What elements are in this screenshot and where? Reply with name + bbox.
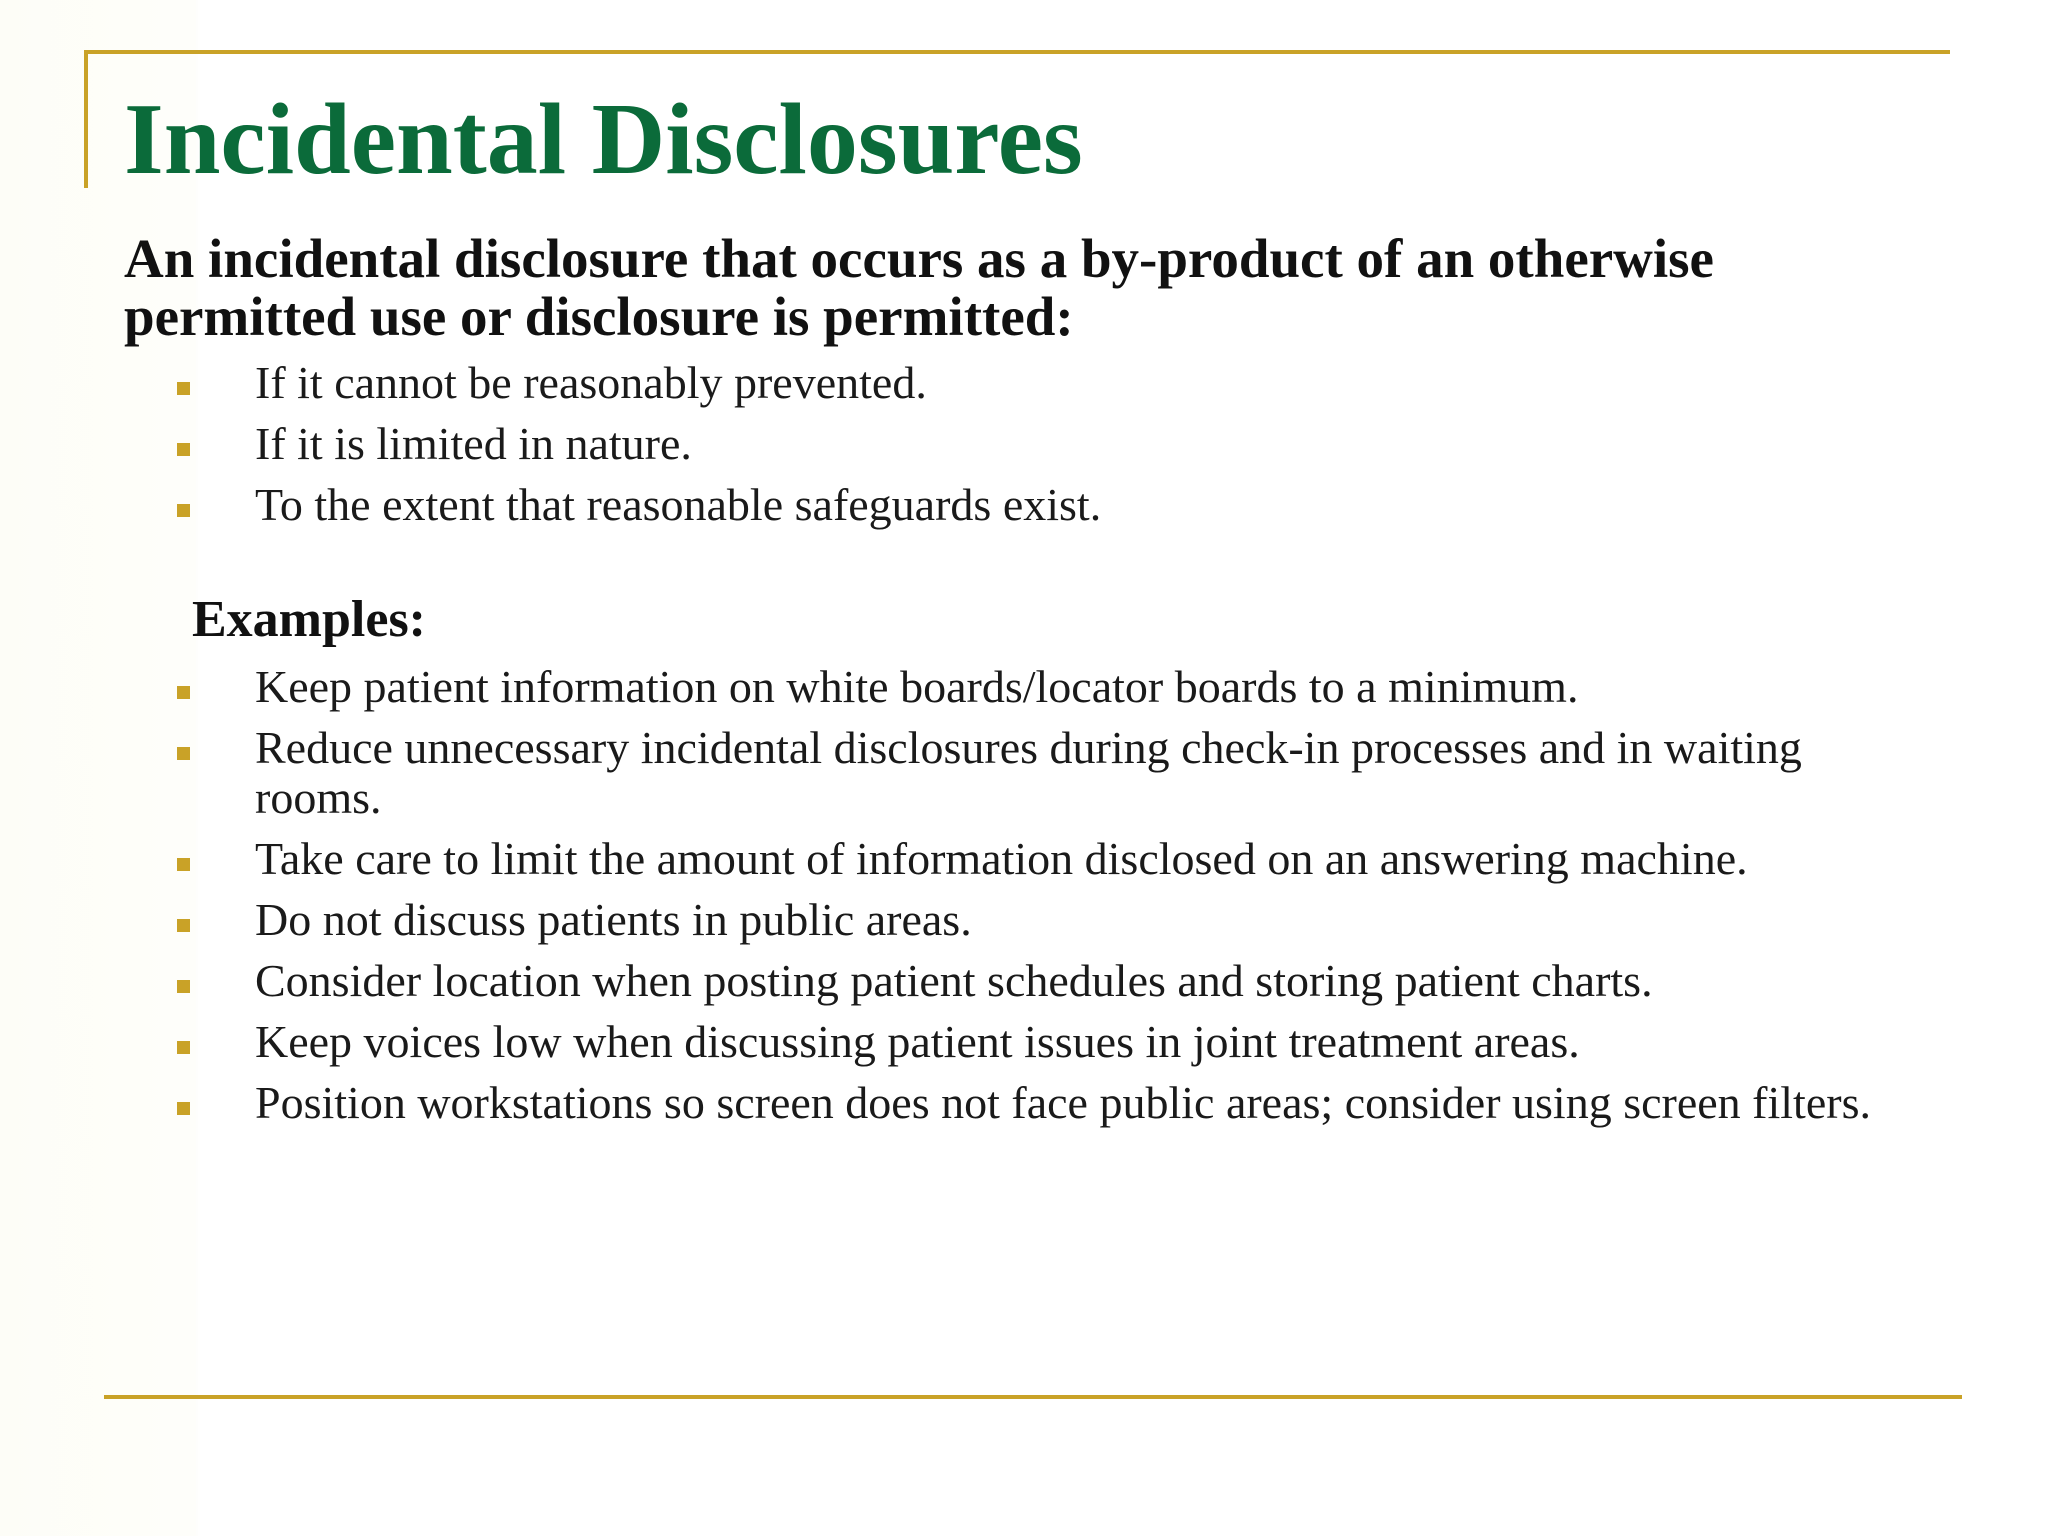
- examples-heading: Examples:: [192, 591, 426, 648]
- square-bullet-icon: [177, 443, 190, 456]
- conditions-list: [0, 358, 2048, 541]
- list-item: [0, 480, 1935, 530]
- list-item: [0, 1017, 1935, 1067]
- square-bullet-icon: [177, 504, 190, 517]
- list-item: [0, 662, 1935, 712]
- list-item-text: Position workstations so screen does not face public areas; consider using screen filters.: [255, 1077, 1871, 1128]
- list-item-text: Consider location when posting patient schedules and storing patient charts.: [255, 955, 1653, 1006]
- list-item-text: To the extent that reasonable safeguards exist.: [255, 479, 1102, 530]
- square-bullet-icon: [177, 382, 190, 395]
- list-item: [0, 956, 1935, 1006]
- list-item: [0, 895, 1935, 945]
- square-bullet-icon: [177, 980, 190, 993]
- list-item-text: If it cannot be reasonably prevented.: [255, 357, 927, 408]
- list-item-text: If it is limited in nature.: [255, 418, 692, 469]
- top-divider-line: [84, 50, 1950, 54]
- list-item-text: Take care to limit the amount of information disclosed on an answering machine.: [255, 833, 1748, 884]
- slide-title: Incidental Disclosures: [124, 83, 1083, 196]
- bottom-divider-line: [104, 1395, 1962, 1399]
- square-bullet-icon: [177, 858, 190, 871]
- list-item-text: Reduce unnecessary incidental disclosures during check-in processes and in waiting rooms.: [255, 722, 1802, 823]
- list-item: [0, 723, 1935, 823]
- intro-statement: An incidental disclosure that occurs as a by-product of an otherwise permitted use or disclosure is permitted:: [124, 228, 1714, 347]
- list-item-text: Keep patient information on white boards/locator boards to a minimum.: [255, 661, 1579, 712]
- square-bullet-icon: [177, 1041, 190, 1054]
- square-bullet-icon: [177, 919, 190, 932]
- list-item-text: Keep voices low when discussing patient issues in joint treatment areas.: [255, 1016, 1580, 1067]
- list-item: [0, 1078, 1935, 1128]
- list-item: [0, 419, 1935, 469]
- square-bullet-icon: [177, 747, 190, 760]
- list-item-text: Do not discuss patients in public areas.: [255, 894, 972, 945]
- examples-list: [0, 662, 2048, 1139]
- square-bullet-icon: [177, 1102, 190, 1115]
- list-item: [0, 834, 1935, 884]
- left-divider-line: [84, 50, 88, 188]
- square-bullet-icon: [177, 686, 190, 699]
- list-item: [0, 358, 1935, 408]
